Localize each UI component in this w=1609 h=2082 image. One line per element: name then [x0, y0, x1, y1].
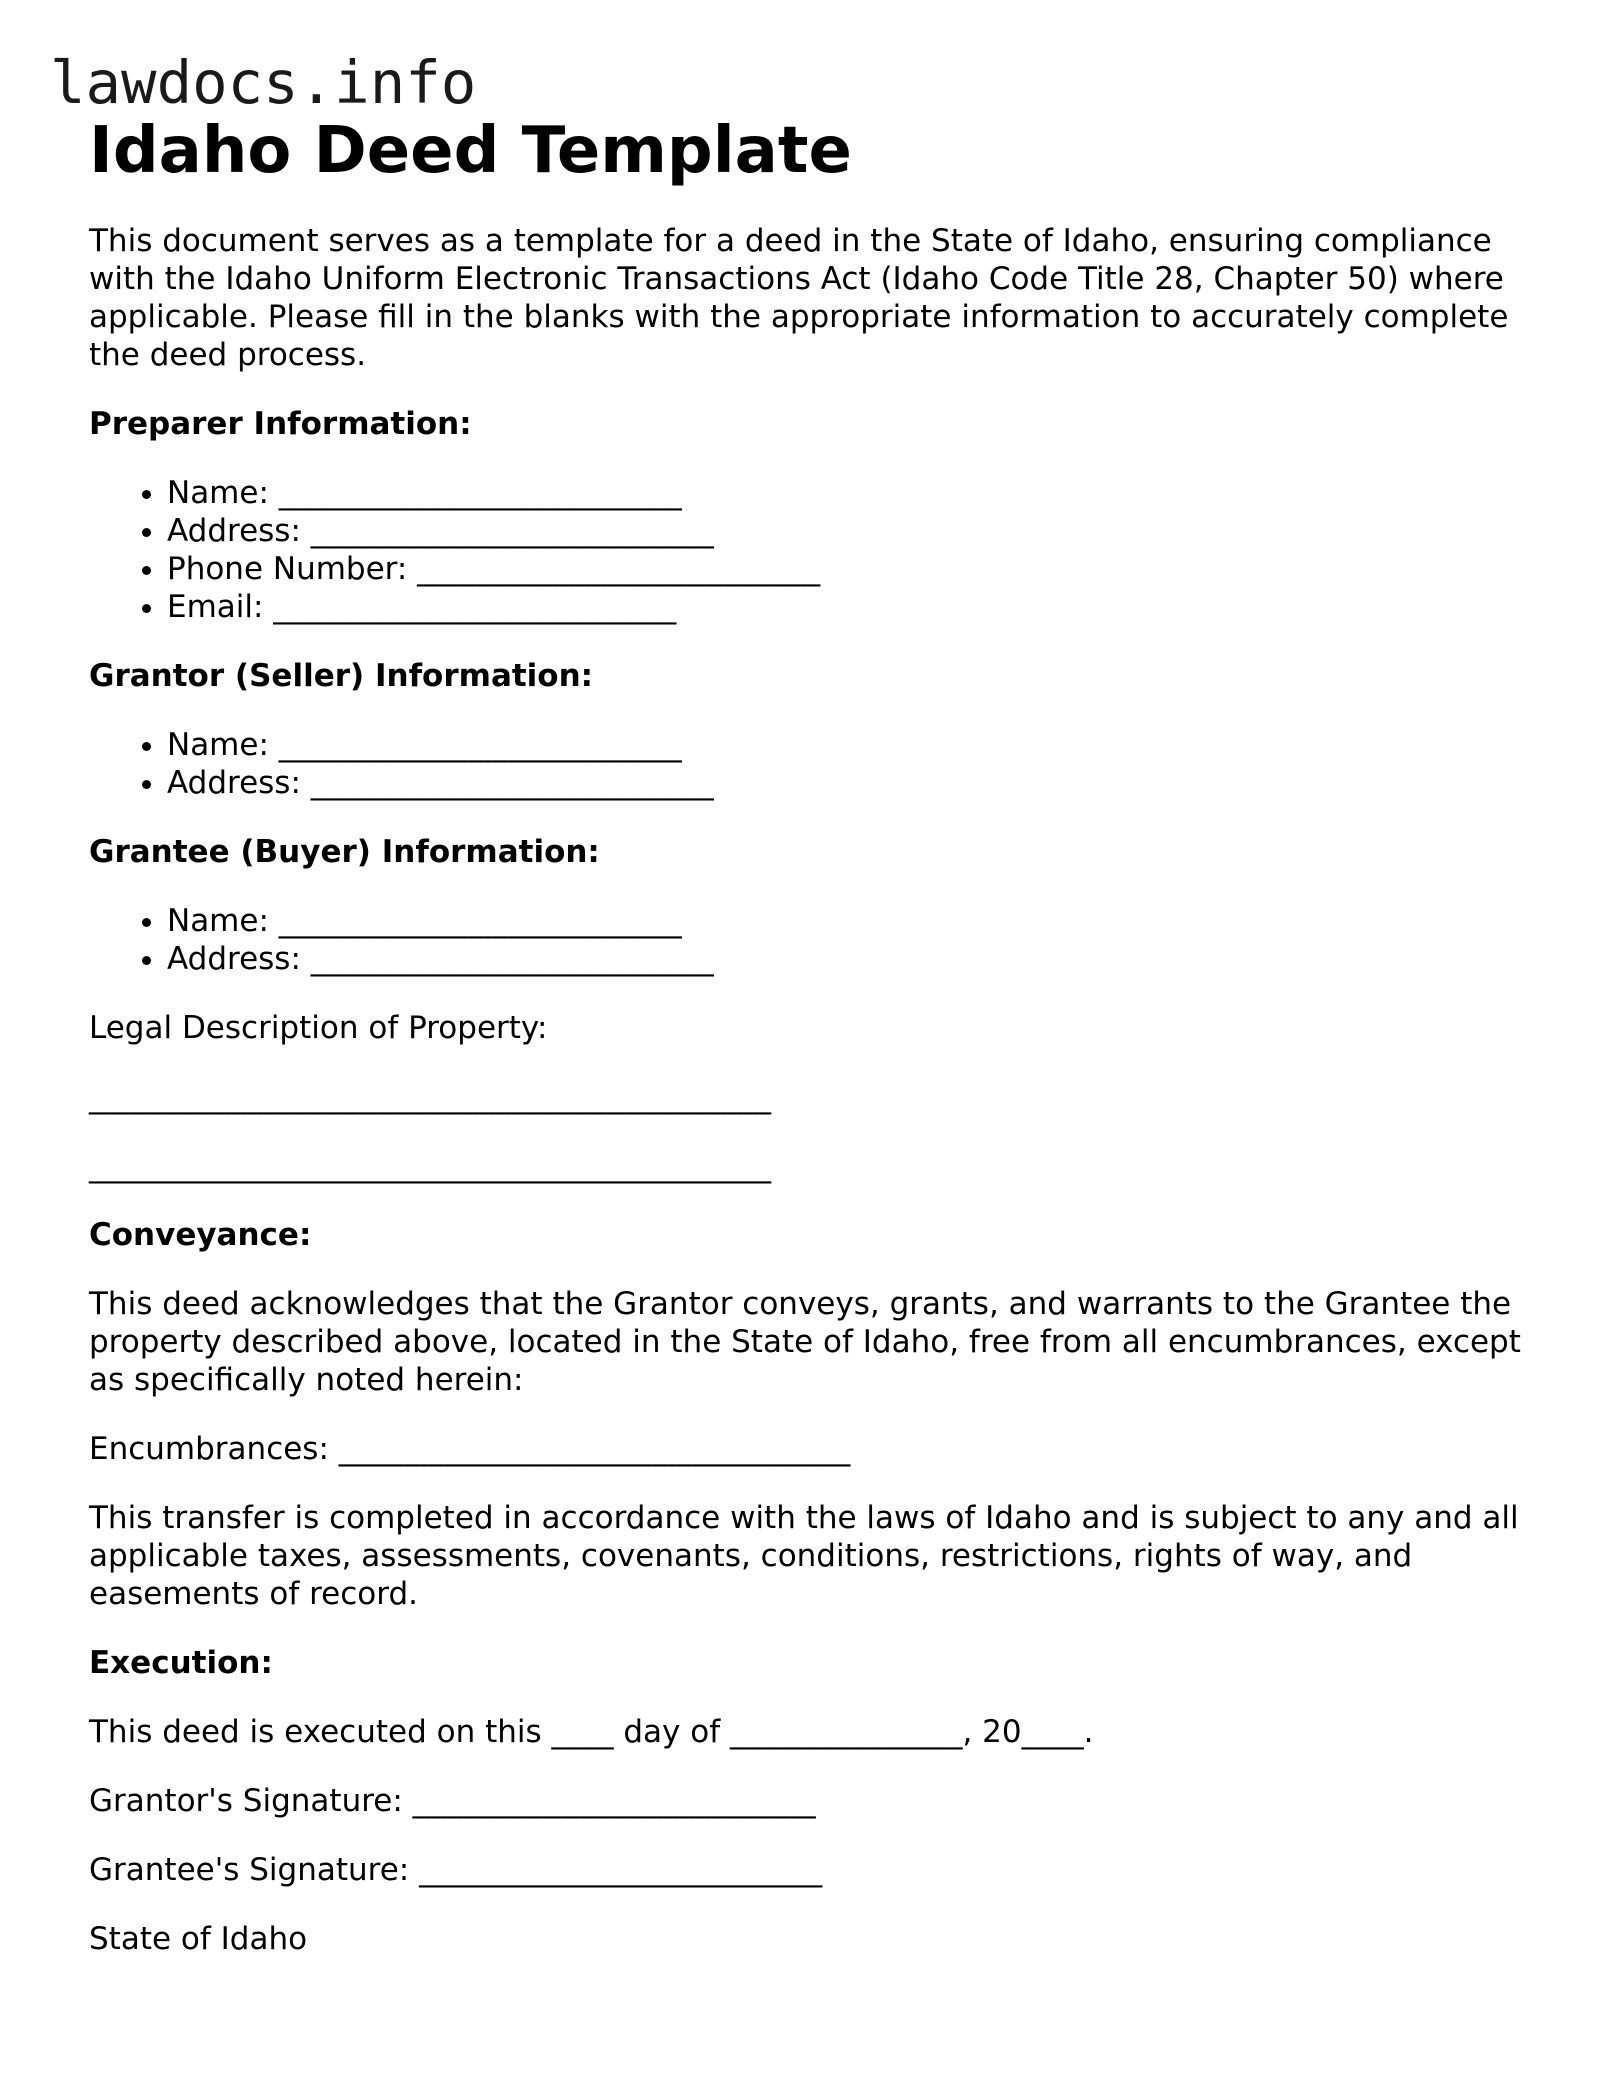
legal-description-line-2: ____________________________________________ [89, 1148, 771, 1184]
preparer-name-field: • Name: __________________________ [167, 474, 1529, 512]
preparer-phone-field: • Phone Number: __________________________ [167, 550, 1529, 588]
grantor-name-field: • Name: __________________________ [167, 726, 1529, 764]
grantee-address-field: • Address: __________________________ [167, 940, 1529, 978]
grantee-signature-line: Grantee's Signature: __________________________ [89, 1852, 823, 1888]
grantor-list [89, 726, 1529, 802]
deed-document [89, 112, 1529, 1989]
preparer-list [89, 474, 1529, 626]
grantor-heading: Grantor (Seller) Information: [89, 658, 594, 694]
encumbrances-field: Encumbrances: _________________________________ [89, 1431, 851, 1467]
conveyance-paragraph: This deed acknowledges that the Grantor conveys, grants, and warrants to the Grantee the property described above, located in the State of Idaho, free from all encumbrances, except as specifically noted herein: [89, 1286, 1521, 1398]
execution-date-line: This deed is executed on this ____ day of _______________, 20____. [89, 1714, 1094, 1750]
state-label: State of Idaho [89, 1921, 308, 1957]
legal-description-label: Legal Description of Property: [89, 1010, 548, 1046]
grantee-heading: Grantee (Buyer) Information: [89, 834, 600, 870]
conveyance-heading: Conveyance: [89, 1217, 312, 1253]
site-watermark: lawdocs.info [50, 48, 477, 117]
legal-description-line-1: ____________________________________________ [89, 1079, 771, 1115]
page-title: Idaho Deed Template [89, 114, 852, 188]
grantor-signature-line: Grantor's Signature: __________________________ [89, 1783, 816, 1819]
transfer-paragraph: This transfer is completed in accordance with the laws of Idaho and is subject to any and all applicable taxes, assessments, covenants, conditions, restrictions, rights of way, and easements of record. [89, 1500, 1519, 1612]
intro-paragraph: This document serves as a template for a deed in the State of Idaho, ensuring compliance with the Idaho Uniform Electronic Transactions Act (Idaho Code Title 28, Chapter 50) where applicable. Please fill in the blanks with the appropriate information to accurately complete the deed process. [89, 223, 1509, 373]
grantor-address-field: • Address: __________________________ [167, 764, 1529, 802]
preparer-heading: Preparer Information: [89, 406, 472, 442]
preparer-email-field: • Email: __________________________ [167, 588, 1529, 626]
grantee-list [89, 902, 1529, 978]
execution-heading: Execution: [89, 1645, 273, 1681]
preparer-address-field: • Address: __________________________ [167, 512, 1529, 550]
grantee-name-field: • Name: __________________________ [167, 902, 1529, 940]
